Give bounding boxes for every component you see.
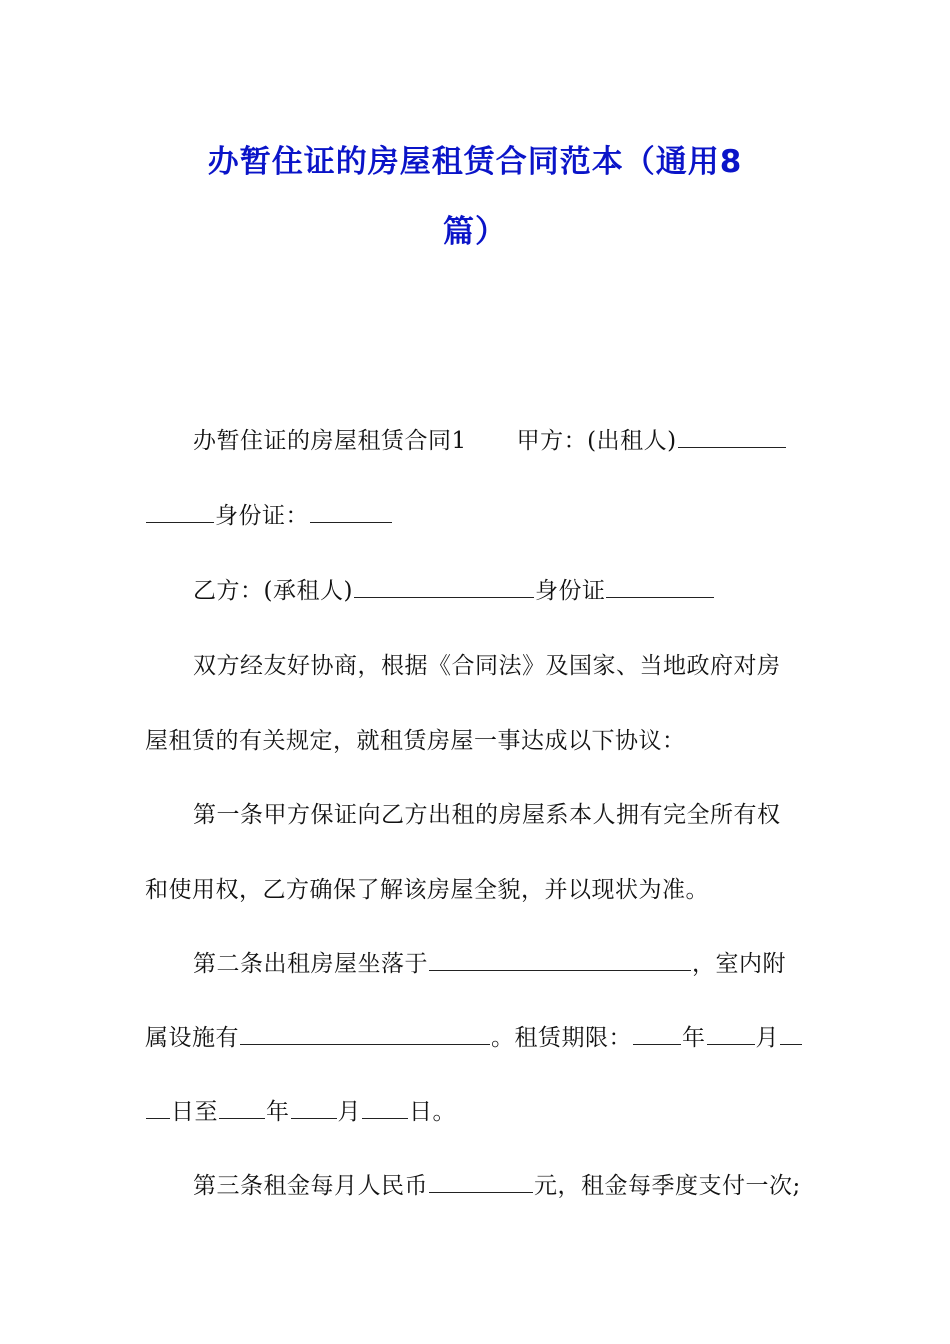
rent-amount-blank	[429, 1172, 533, 1193]
article-2-text-c: 属设施有	[145, 1025, 239, 1051]
party-a-label: 甲方：(出租人)	[516, 428, 677, 454]
article-3-text-b: 元，租金每季度支付一次;	[534, 1173, 801, 1199]
month-label: 月	[755, 1025, 779, 1051]
party-b-label: 乙方：(承租人)	[193, 578, 353, 604]
party-a-id-line	[145, 497, 393, 530]
article-1-line2: 和使用权，乙方确保了解该房屋全貌，并以现状为准。	[145, 877, 709, 903]
article-1-line1: 第一条甲方保证向乙方出租的房屋系本人拥有完全所有权	[193, 802, 781, 828]
facilities-blank	[240, 1024, 490, 1045]
article-3-text-a: 第三条租金每月人民币	[193, 1173, 428, 1199]
article-2-text-a: 第二条出租房屋坐落于	[193, 951, 428, 977]
party-b-id-blank	[606, 577, 714, 598]
party-b-id-label: 身份证	[534, 578, 606, 604]
year2-label: 年	[266, 1099, 290, 1125]
party-a-blank	[678, 427, 786, 448]
party-b-line	[193, 572, 715, 605]
article-3-line1	[193, 1167, 801, 1200]
party-a-id-label: 身份证：	[215, 503, 309, 529]
article-2-line2	[145, 1019, 803, 1052]
start-year-blank	[633, 1024, 681, 1045]
article-2-line1	[193, 945, 786, 978]
document-title-line2: 篇）	[443, 214, 507, 250]
contract-heading: 办暂住证的房屋租赁合同1	[193, 428, 467, 454]
month2-label: 月	[337, 1099, 361, 1125]
article-2-text-b: ，室内附	[692, 951, 786, 977]
article-2-text-d: 。租赁期限：	[491, 1025, 632, 1051]
party-a-id-blank	[310, 502, 392, 523]
end-year-blank	[219, 1098, 265, 1119]
document-title-line1: 办暂住证的房屋租赁合同范本（通用8	[207, 144, 743, 180]
start-month-blank	[707, 1024, 755, 1045]
party-b-blank	[354, 577, 534, 598]
article-2-text-e: 日至	[171, 1099, 218, 1125]
start-day-blank-cont	[146, 1098, 170, 1119]
start-day-blank	[780, 1024, 802, 1045]
year-label: 年	[682, 1025, 706, 1051]
address-blank	[429, 950, 691, 971]
end-month-blank	[291, 1098, 337, 1119]
party-a-blank-cont	[146, 502, 214, 523]
paragraph-preamble-line2: 屋租赁的有关规定，就租赁房屋一事达成以下协议：	[145, 728, 686, 754]
contract-heading-line	[193, 422, 787, 455]
article-2-line3	[145, 1093, 456, 1126]
end-day-blank	[362, 1098, 408, 1119]
day2-label: 日。	[409, 1099, 456, 1125]
paragraph-preamble-line1: 双方经友好协商，根据《合同法》及国家、当地政府对房	[193, 653, 781, 679]
